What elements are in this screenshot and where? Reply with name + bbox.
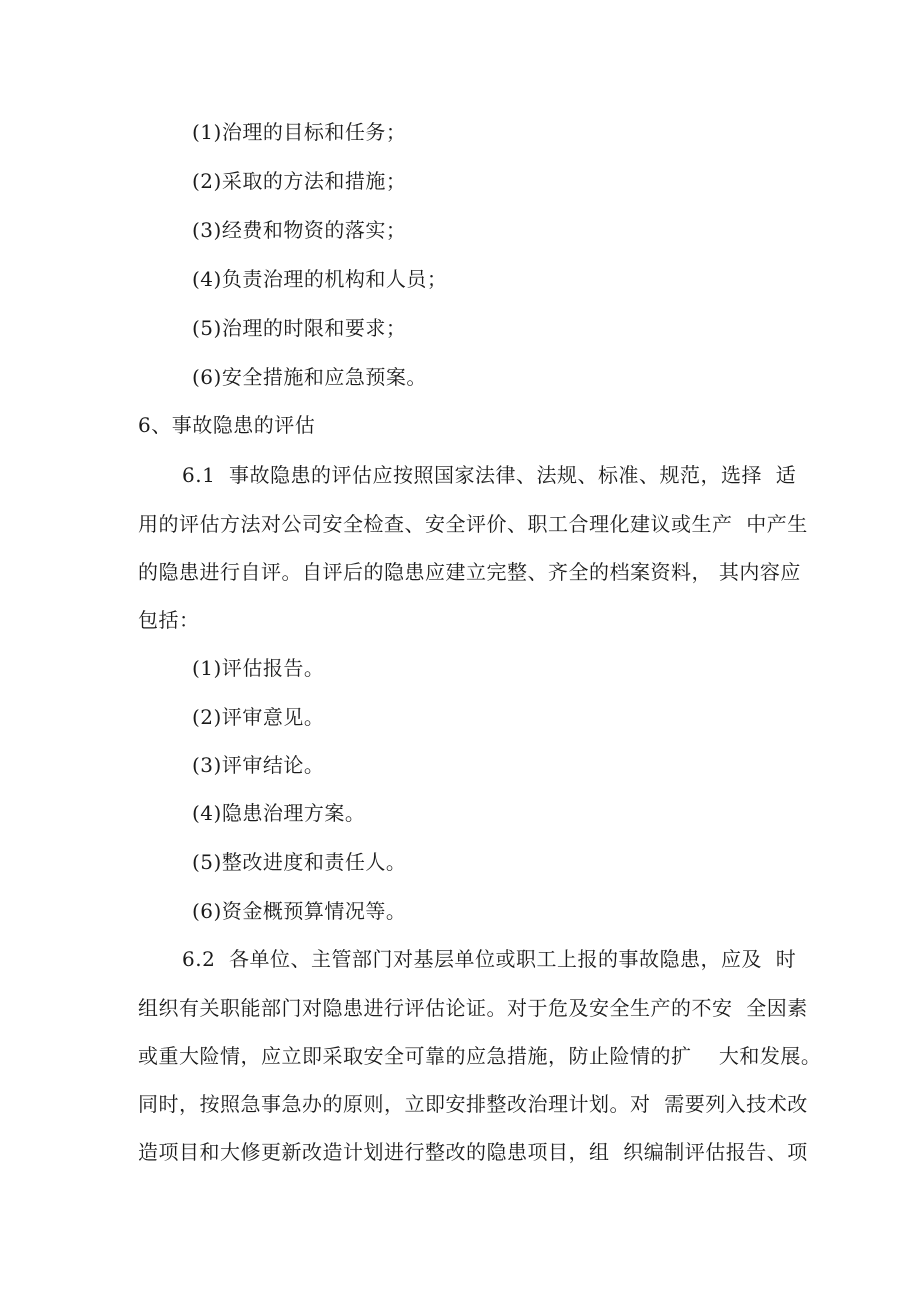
list-item: (1)治理的目标和任务； — [192, 120, 407, 144]
paragraph-line: 或重大险情，应立即采取安全可靠的应急措施，防止险情的扩 大和发展。 — [138, 1044, 822, 1068]
paragraph-line: 6.1 事故隐患的评估应按照国家法律、法规、标准、规范，选择 适 — [182, 463, 797, 487]
list-item: (3)评审结论。 — [192, 753, 325, 777]
paragraph-line: 用的评估方法对公司安全检查、安全评价、职工合理化建议或生产 中产生 — [138, 512, 808, 536]
paragraph-line: 的隐患进行自评。自评后的隐患应建立完整、齐全的档案资料， 其内容应 — [138, 560, 801, 584]
list-item: (1)评估报告。 — [192, 656, 325, 680]
section-heading: 6、事故隐患的评估 — [138, 413, 316, 437]
list-item: (3)经费和物资的落实； — [192, 218, 407, 242]
list-item: (4)隐患治理方案。 — [192, 801, 366, 825]
paragraph-line: 包括： — [138, 608, 200, 632]
list-item: (5)整改进度和责任人。 — [192, 850, 407, 874]
paragraph-line: 同时，按照急事急办的原则，立即安排整改治理计划。对 需要列入技术改 — [138, 1092, 808, 1116]
list-item: (6)安全措施和应急预案。 — [192, 365, 427, 389]
list-item: (6)资金概预算情况等。 — [192, 899, 407, 923]
list-item: (2)评审意见。 — [192, 705, 325, 729]
paragraph-line: 组织有关职能部门对隐患进行评估论证。对于危及安全生产的不安 全因素 — [138, 996, 808, 1020]
paragraph-line: 6.2 各单位、主管部门对基层单位或职工上报的事故隐患，应及 时 — [182, 947, 797, 971]
list-item: (4)负责治理的机构和人员； — [192, 267, 448, 291]
list-item: (2)采取的方法和措施； — [192, 169, 407, 193]
list-item: (5)治理的时限和要求； — [192, 316, 407, 340]
paragraph-line: 造项目和大修更新改造计划进行整改的隐患项目，组 织编制评估报告、项 — [138, 1140, 808, 1164]
